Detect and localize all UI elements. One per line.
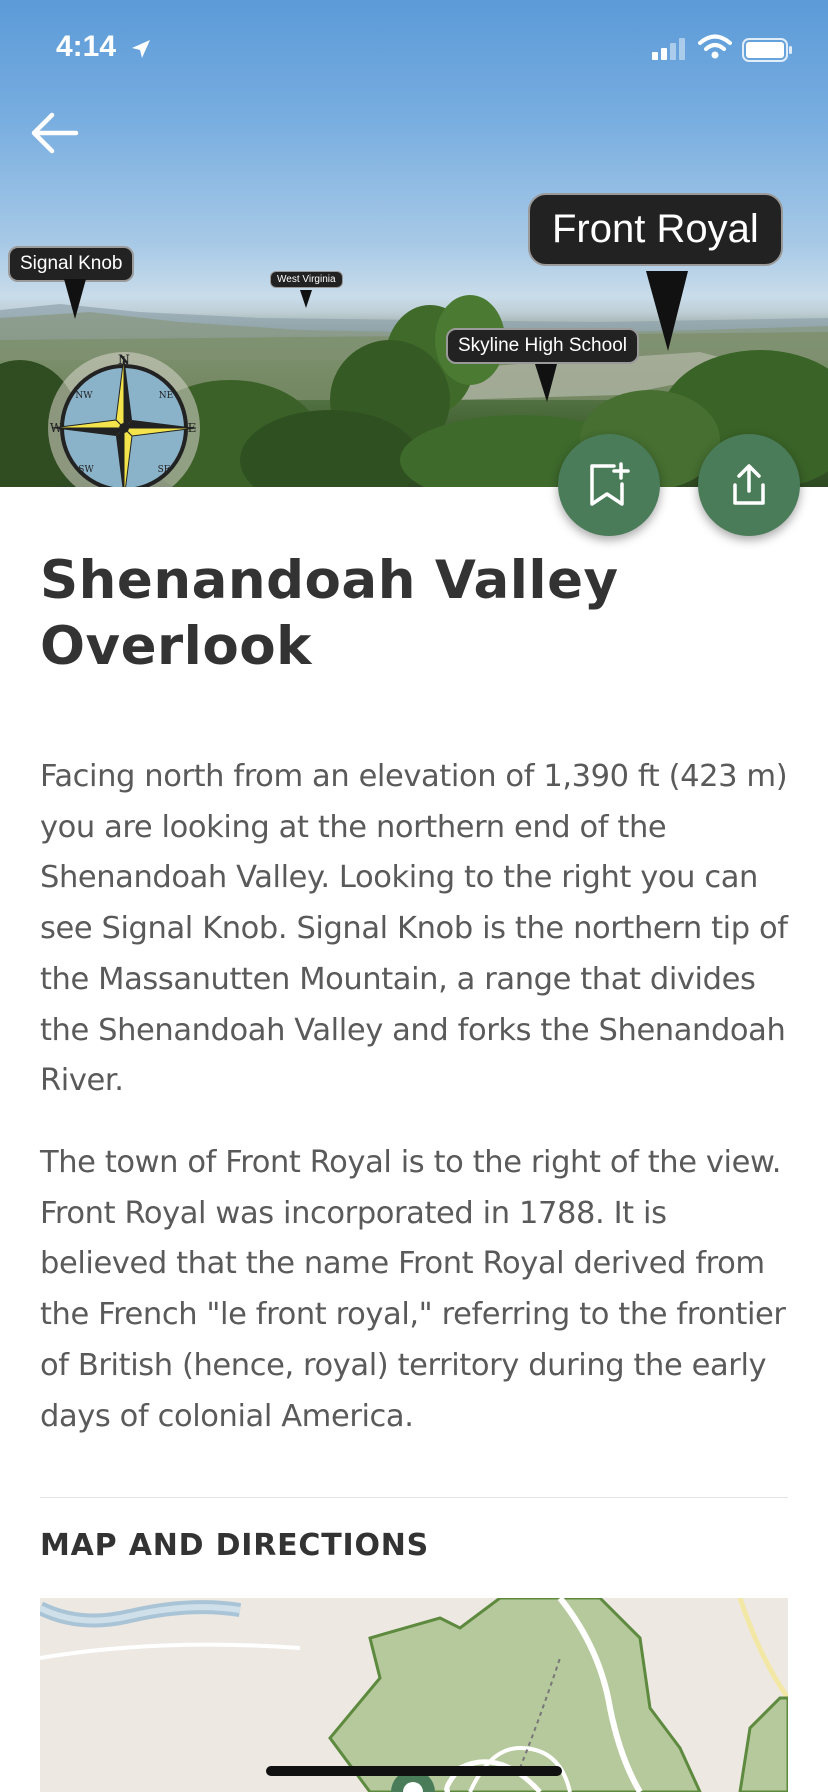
tag-pointer [644, 271, 694, 351]
place-tag-front-royal: Front Royal [528, 193, 783, 266]
map-preview[interactable] [40, 1598, 788, 1792]
cellular-signal-icon [652, 38, 690, 60]
compass-letter-e: E [187, 421, 197, 435]
page-title: Shenandoah Valley Overlook [40, 550, 619, 677]
status-time: 4:14 [56, 30, 117, 63]
description-paragraph-2: The town of Front Royal is to the right of the view. Front Royal was incorporated in 1788. It is believed that the name Front Royal derived from the French "le front royal," referring to the frontier of British (hence, royal) territory during the early days of colonial America. [40, 1145, 786, 1434]
tag-pointer [60, 279, 100, 319]
tag-pointer [298, 290, 318, 310]
compass-letter-nw: NW [75, 391, 93, 401]
bookmark-add-icon [588, 462, 630, 508]
compass-rose-icon [46, 350, 202, 487]
compass-letter-n: N [118, 353, 130, 368]
wifi-icon [698, 34, 732, 60]
place-tag-west-virginia: West Virginia [270, 271, 343, 288]
tag-pointer [533, 364, 563, 404]
compass-letter-se: SE [157, 465, 171, 475]
map-section-title: MAP AND DIRECTIONS [40, 1528, 430, 1563]
save-to-list-button[interactable] [558, 434, 660, 536]
share-button[interactable] [698, 434, 800, 536]
place-tag-skyline-high-school: Skyline High School [446, 328, 639, 364]
place-tag-signal-knob: Signal Knob [8, 246, 134, 282]
compass-letter-ne: NE [158, 391, 174, 401]
share-icon [729, 463, 769, 507]
compass-letter-sw: SW [78, 465, 94, 475]
compass-letter-w: W [49, 421, 63, 435]
description-paragraph-1: Facing north from an elevation of 1,390 ft (423 m) you are looking at the northern end of the Shenandoah Valley. Looking to the right you can see Signal Knob. Signal Knob is the northern tip of the Massanutten Mountain, a range that divides the Shenandoah Valley and forks the Shenandoah River. [40, 759, 788, 1099]
map-illustration [40, 1598, 788, 1792]
home-indicator[interactable] [266, 1766, 562, 1776]
battery-icon [742, 38, 794, 62]
section-divider [40, 1497, 788, 1498]
location-arrow-icon [130, 38, 152, 60]
overlook-panorama [0, 0, 828, 487]
back-arrow-icon[interactable] [28, 108, 82, 158]
